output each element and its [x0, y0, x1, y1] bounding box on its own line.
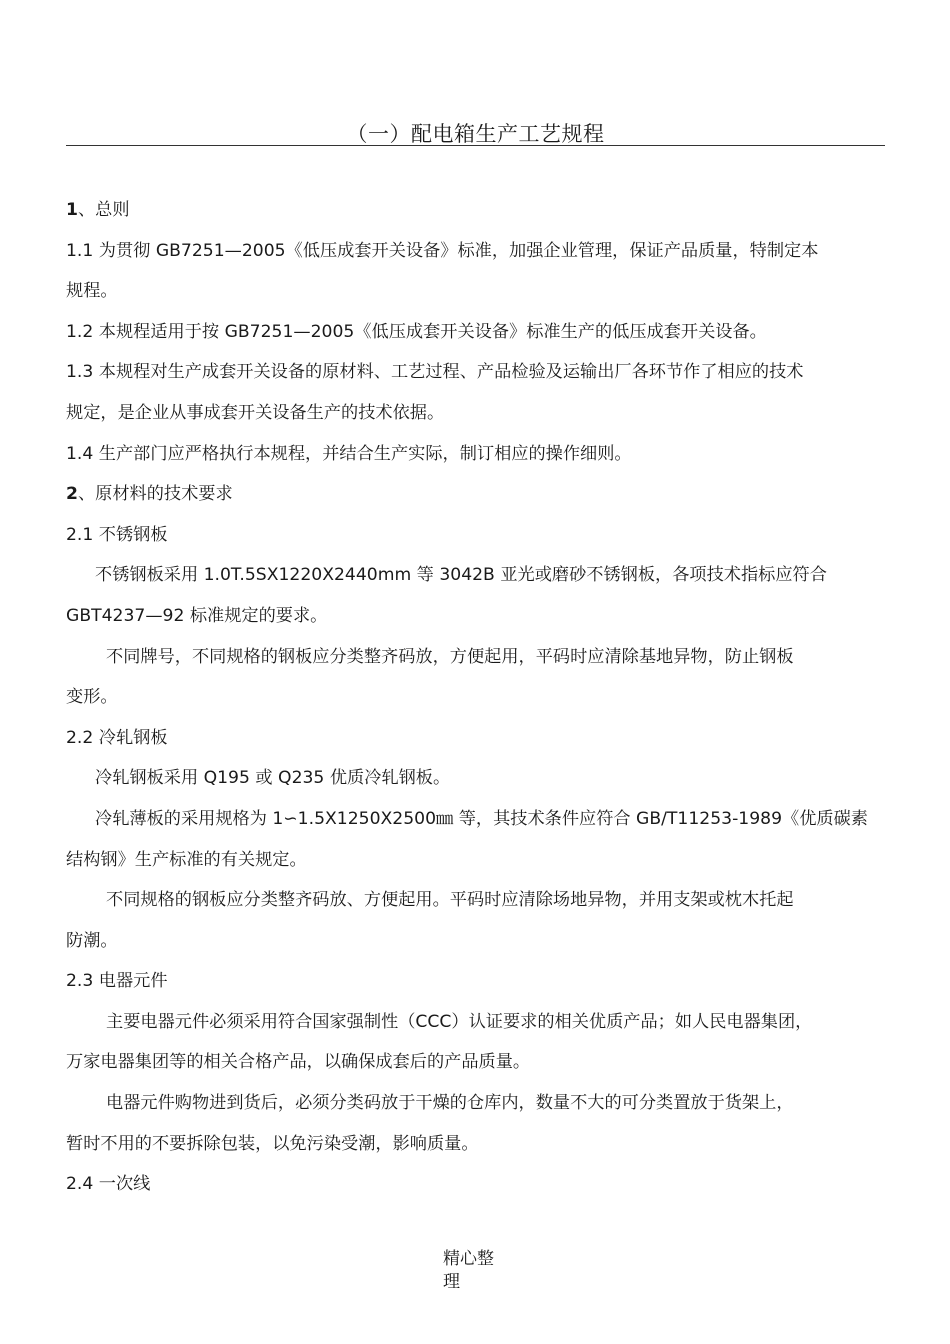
page-footer	[443, 1248, 503, 1294]
paragraph: 主要电器元件必须采用符合国家强制性（CCC）认证要求的相关优质产品；如人民电器集团，	[106, 1011, 813, 1032]
section-number: 2	[66, 484, 78, 505]
footer-line: 精心整	[443, 1249, 494, 1269]
paragraph: 冷轧钢板采用 Q195 或 Q235 优质冷轧钢板。	[95, 768, 451, 789]
paragraph: 1.2 本规程适用于按 GB7251—2005《低压成套开关设备》标准生产的低压成套开关设备。	[66, 321, 767, 342]
paragraph: 规定，是企业从事成套开关设备生产的技术依据。	[66, 402, 445, 423]
paragraph: 不同规格的钢板应分类整齐码放、方便起用。平码时应清除场地异物，并用支架或枕木托起	[106, 890, 794, 911]
section-heading-2	[66, 474, 885, 515]
subsection-heading: 2.4 一次线	[66, 1174, 151, 1195]
paragraph: 结构钢》生产标准的有关规定。	[66, 849, 307, 870]
title-underline	[66, 145, 885, 146]
paragraph: 1.4 生产部门应严格执行本规程，并结合生产实际，制订相应的操作细则。	[66, 443, 632, 464]
paragraph: 不锈钢板采用 1.0T.5SX1220X2440mm 等 3042B 亚光或磨砂不锈钢板，各项技术指标应符合	[95, 565, 827, 586]
paragraph: 变形。	[66, 687, 118, 708]
paragraph: 电器元件购物进到货后，必须分类码放于干燥的仓库内，数量不大的可分类置放于货架上，	[106, 1093, 794, 1114]
paragraph: 暂时不用的不要拆除包装，以免污染受潮，影响质量。	[66, 1133, 479, 1154]
subsection-heading: 2.2 冷轧钢板	[66, 727, 168, 748]
section-title: 、总则	[77, 200, 130, 220]
paragraph: 1.1 为贯彻 GB7251—2005《低压成套开关设备》标准，加强企业管理，保证产品质量，特制定本	[66, 240, 819, 261]
footer-line: 理	[443, 1272, 460, 1292]
paragraph: 1.3 本规程对生产成套开关设备的原材料、工艺过程、产品检验及运输出厂各环节作了相应的技术	[66, 362, 804, 383]
paragraph: 冷轧薄板的采用规格为 1∽1.5X1250X2500㎜ 等，其技术条件应符合 GB/T11253-1989《优质碳素	[95, 808, 868, 829]
document-title: （一）配电箱生产工艺规程	[346, 122, 605, 146]
subsection-heading: 2.3 电器元件	[66, 971, 168, 992]
paragraph: 防潮。	[66, 930, 118, 951]
paragraph: 万家电器集团等的相关合格产品，以确保成套后的产品质量。	[66, 1052, 531, 1073]
paragraph: 规程。	[66, 281, 118, 302]
paragraph: 不同牌号，不同规格的钢板应分类整齐码放，方便起用，平码时应清除基地异物，防止钢板	[106, 646, 794, 667]
section-heading-1	[66, 190, 885, 231]
section-title: 、原材料的技术要求	[77, 484, 233, 505]
paragraph: GBT4237—92 标准规定的要求。	[66, 605, 328, 626]
document-body	[66, 190, 885, 1205]
section-number: 1	[66, 200, 78, 220]
subsection-heading: 2.1 不锈钢板	[66, 524, 168, 545]
